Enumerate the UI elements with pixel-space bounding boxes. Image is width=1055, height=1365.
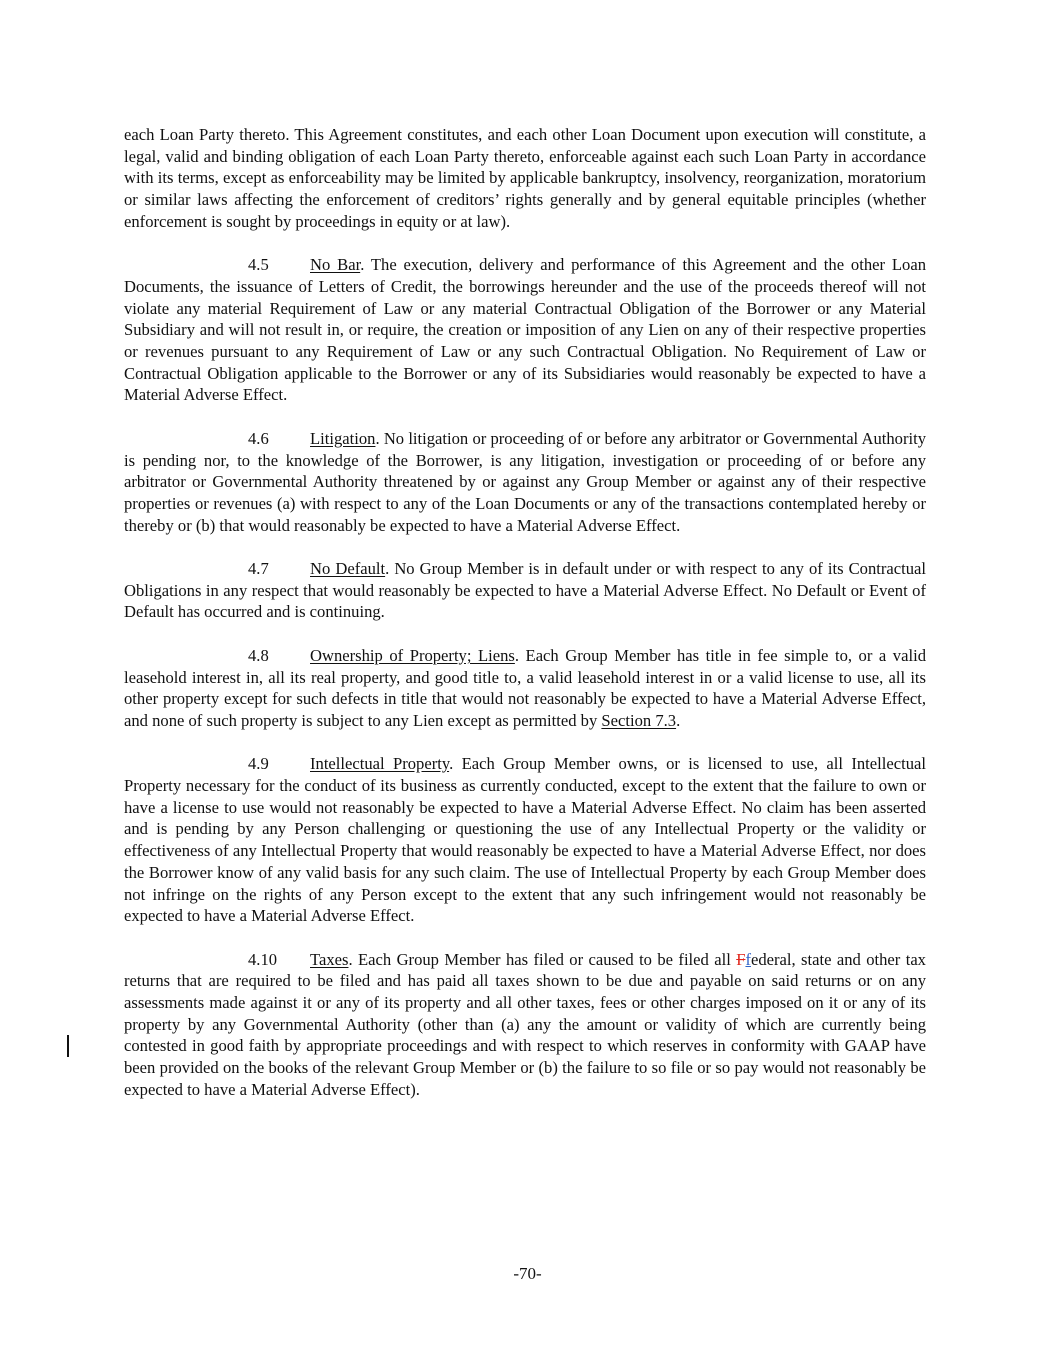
section-number: 4.6 (248, 428, 269, 448)
section-body: . Each Group Member has title in fee simple to, or a valid leasehold interest in, all its real property, and good title to, a valid leasehold interest in or a valid license to use, all its other property except for such defects in title that would not reasonably be expected to have a Material Adverse Effect, and none of such property is subject to any Lien except as permitted by (124, 645, 926, 730)
section-body: . The execution, delivery and performance of this Agreement and the other Loan Documents, the issuance of Letters of Credit, the borrowings hereunder and the use of the proceeds thereof will not violate any material Requirement of Law or any material Contractual Obligation of the Borrower or any Material Subsidiary and will not result in, or require, the creation or imposition of any Lien on any of their respective properties or revenues pursuant to any Requirement of Law or any such Contractual Obligation. No Requirement of Law or Contractual Obligation applicable to the Borrower or any of its Subsidiaries would reasonably be expected to have a Material Adverse Effect. (124, 255, 926, 405)
section-number: 4.10 (248, 949, 278, 969)
continuation-paragraph: each Loan Party thereto. This Agreement constitutes, and each other Loan Document upon execution will constitute, a legal, valid and binding obligation of each Loan Party thereto, enforceable against each such Loan Party in accordance with its terms, except as enforceability may be limited by applicable bankruptcy, insolvency, reorganization, moratorium or similar laws affecting the enforcement of creditors’ rights generally and by general equitable principles (whether enforcement is sought by proceedings in equity or at law). (124, 125, 926, 231)
redline-deletion: F (736, 949, 746, 969)
section-heading: Taxes (310, 949, 349, 969)
section-body-end: . (676, 710, 681, 730)
section-number: 4.8 (248, 645, 269, 665)
section-body: . No litigation or proceeding of or before any arbitrator or Governmental Authority is pending nor, to the knowledge of the Borrower, is any litigation, investigation or proceeding of or before any arbitrator or Governmental Authority threatened by or against any Group Member or against any of their respective properties or revenues (a) with respect to any of the Loan Documents or any of the transactions contemplated hereby or thereby or (b) that would reasonably be expected to have a Material Adverse Effect. (124, 428, 926, 535)
revision-change-bar (67, 1035, 69, 1057)
page-number: -70- (513, 1264, 542, 1283)
section-body-continued: ederal, state and other tax returns that are required to be filed and has paid all taxes shown to be due and payable on said returns or on any assessments made against it or any of its property and all other taxes, fees or other charges imposed on it or any of its property by any Governmental Authority (other than (a) any the amount or validity of which are currently being contested in good faith by appropriate proceedings and with respect to which reserves in conformity with GAAP have been provided on the books of the relevant Group Member or (b) the failure to so file or so pay would not reasonably be expected to have a Material Adverse Effect). (124, 949, 926, 1099)
section-4-5 (124, 254, 926, 406)
section-4-8 (124, 645, 926, 732)
section-body: . Each Group Member has filed or caused to be filed all (348, 949, 737, 969)
section-heading: No Bar (310, 255, 361, 275)
section-4-6 (124, 428, 926, 537)
section-4-7 (124, 558, 926, 623)
section-4-9 (124, 753, 926, 927)
section-number: 4.7 (248, 559, 269, 579)
document-page (124, 124, 926, 1122)
section-4-10 (124, 949, 926, 1101)
section-heading: Ownership of Property; Liens (310, 645, 515, 665)
section-heading: No Default (310, 559, 386, 579)
section-heading: Litigation (310, 428, 376, 448)
section-reference: Section 7.3 (601, 710, 677, 730)
section-body: . No Group Member is in default under or with respect to any of its Contractual Obligations in any respect that would reasonably be expected to have a Material Adverse Effect. No Default or Event of Default has occurred and is continuing. (124, 559, 927, 622)
redline-insertion: f (745, 949, 751, 969)
section-number: 4.5 (248, 255, 269, 275)
section-heading: Intellectual Property (310, 754, 450, 774)
section-body: . Each Group Member owns, or is licensed to use, all Intellectual Property necessary for the conduct of its business as currently conducted, except to the extent that the failure to own or have a license to use would not reasonably be expected to have a Material Adverse Effect. No claim has been asserted and is pending by any Person challenging or questioning the use of any Intellectual Property or the validity or effectiveness of any Intellectual Property that would reasonably be expected to have a Material Adverse Effect, nor does the Borrower know of any valid basis for any such claim. The use of Intellectual Property by each Group Member does not infringe on the rights of any Person except to the extent that any such infringement would not reasonably be expected to have a Material Adverse Effect. (124, 754, 926, 926)
section-number: 4.9 (248, 754, 269, 774)
